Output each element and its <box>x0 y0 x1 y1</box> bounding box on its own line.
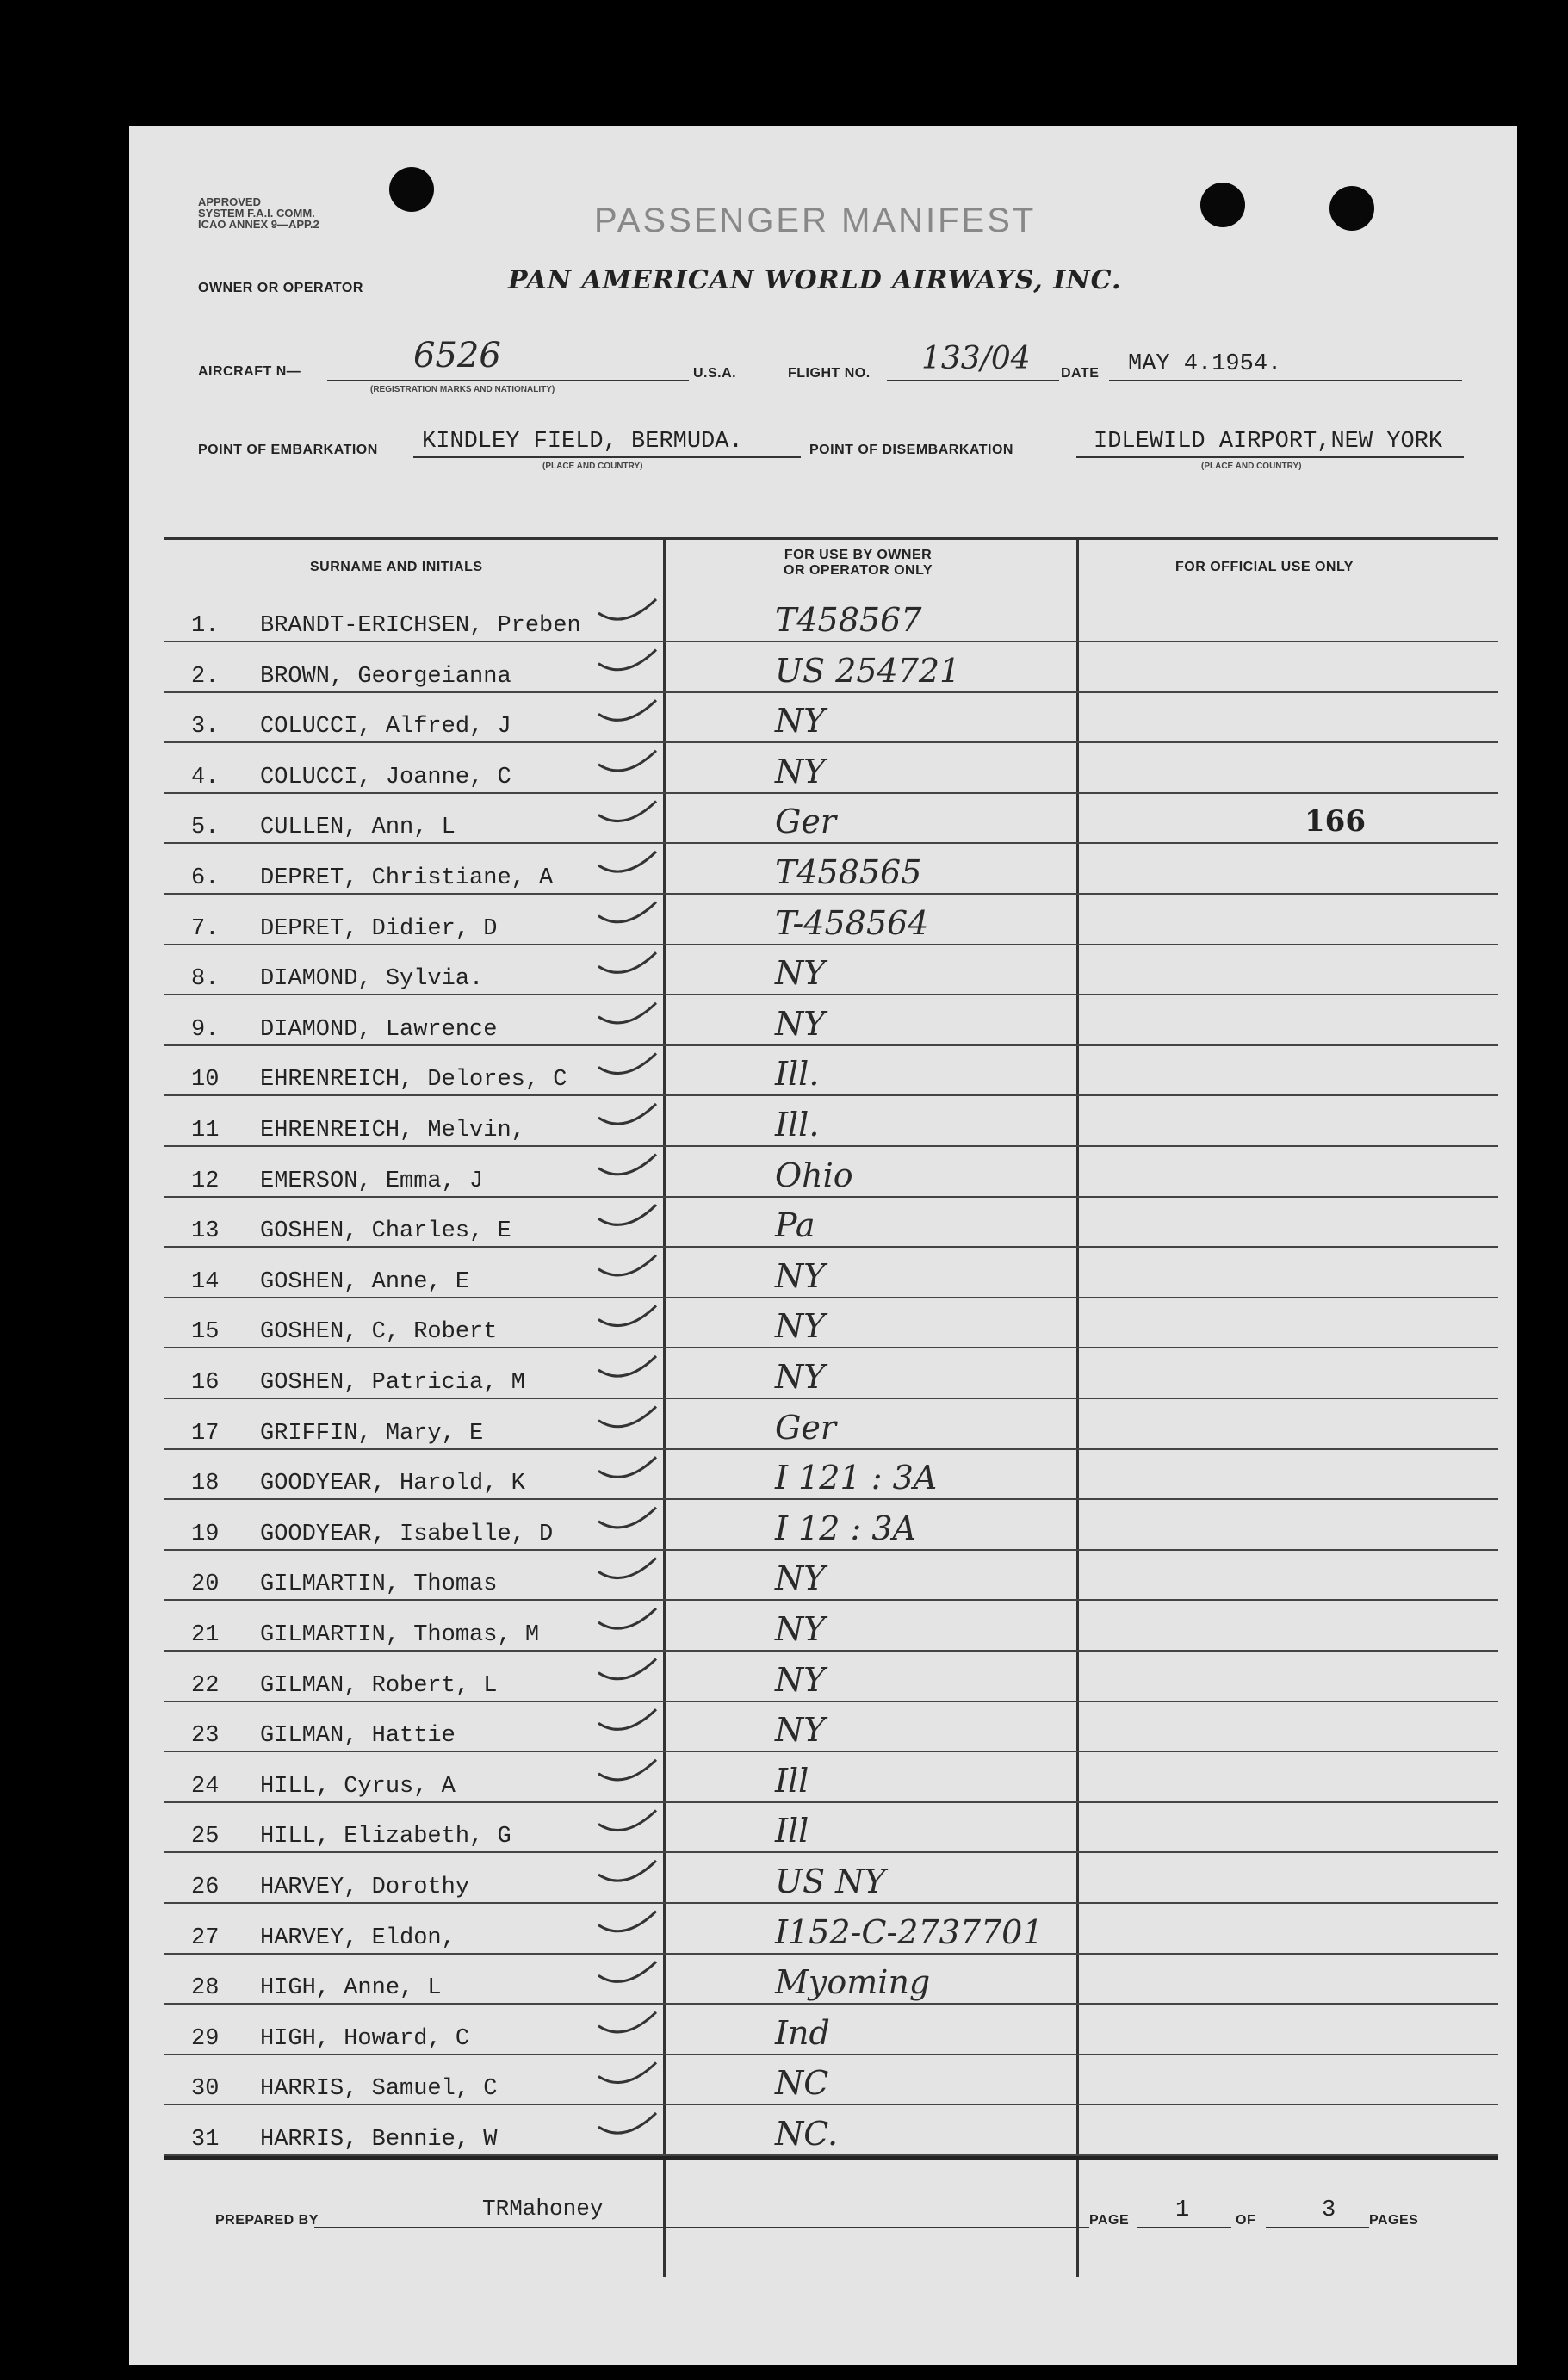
passenger-name: GILMAN, Hattie <box>260 1723 456 1750</box>
passenger-name: HARVEY, Eldon, <box>260 1924 456 1951</box>
owner-use-entry: NY <box>775 1559 826 1598</box>
owner-use-entry: I 121 : 3A <box>775 1459 938 1497</box>
owner-use-entry: US NY <box>775 1862 886 1900</box>
embark-value: KINDLEY FIELD, BERMUDA. <box>422 429 743 455</box>
row-number: 14 <box>191 1268 220 1295</box>
col-header-owner-line: OR OPERATOR ONLY <box>784 563 933 578</box>
check-mark <box>598 1457 656 1477</box>
date-label: DATE <box>1061 366 1100 381</box>
owner-label: OWNER OR OPERATOR <box>198 281 363 295</box>
owner-use-entry: NC <box>775 2064 829 2103</box>
owner-use-entry: NY <box>775 752 826 790</box>
owner-use-entry: NY <box>775 1610 826 1648</box>
owner-use-entry: Pa <box>775 1206 815 1245</box>
row-number: 1. <box>191 613 220 639</box>
check-mark <box>598 1053 656 1073</box>
passenger-name: DEPRET, Christiane, A <box>260 865 554 891</box>
check-mark <box>598 1305 656 1325</box>
place-sublabel: (PLACE AND COUNTRY) <box>542 462 643 471</box>
owner-use-entry: I 12 : 3A <box>775 1509 917 1547</box>
check-mark <box>598 1861 656 1881</box>
passenger-name: HIGH, Anne, L <box>260 1975 442 2002</box>
check-mark <box>598 1760 656 1780</box>
owner-use-entry: NY <box>775 1004 826 1043</box>
check-mark <box>598 902 656 922</box>
passenger-name: EHRENREICH, Melvin, <box>260 1118 525 1144</box>
check-mark <box>598 801 656 821</box>
passenger-name: HARRIS, Bennie, W <box>260 2127 498 2153</box>
owner-use-entry: I152-C-2737701 <box>775 1912 1044 1951</box>
passenger-name: BROWN, Georgeianna <box>260 663 511 690</box>
place-sublabel: (PLACE AND COUNTRY) <box>1201 462 1302 471</box>
check-mark <box>598 700 656 720</box>
row-number: 18 <box>191 1471 220 1497</box>
of-underline <box>1266 2227 1369 2228</box>
row-number: 17 <box>191 1420 220 1447</box>
approval-line: APPROVED <box>198 195 261 208</box>
row-number: 23 <box>191 1723 220 1750</box>
check-mark <box>598 952 656 972</box>
check-mark <box>598 650 656 670</box>
passenger-name: HARVEY, Dorothy <box>260 1875 470 1900</box>
check-mark <box>598 1912 656 1931</box>
owner-use-entry: Ill <box>775 1812 809 1850</box>
owner-use-entry: Ill. <box>775 1106 820 1144</box>
row-number: 16 <box>191 1370 220 1396</box>
row-number: 6. <box>191 865 220 891</box>
form-title: PASSENGER MANIFEST <box>594 201 1037 239</box>
col-header-owner-line: FOR USE BY OWNER <box>784 548 933 562</box>
row-number: 15 <box>191 1319 220 1346</box>
manifest-sheet <box>129 126 1517 2365</box>
row-number: 10 <box>191 1067 220 1094</box>
check-mark <box>598 1659 656 1679</box>
disembark-label: POINT OF DISEMBARKATION <box>809 443 1013 457</box>
passenger-name: HILL, Elizabeth, G <box>260 1824 511 1850</box>
aircraft-value: 6526 <box>413 336 501 375</box>
check-mark <box>598 1508 656 1528</box>
row-number: 25 <box>191 1824 220 1850</box>
check-mark <box>598 1356 656 1376</box>
flight-value: 133/04 <box>921 341 1031 376</box>
prepared-underline <box>314 2227 1089 2228</box>
row-number: 24 <box>191 1773 220 1800</box>
check-mark <box>598 1205 656 1224</box>
row-number: 29 <box>191 2025 220 2052</box>
passenger-name: GOSHEN, Patricia, M <box>260 1370 525 1396</box>
check-mark <box>598 1962 656 1981</box>
row-number: 26 <box>191 1875 220 1900</box>
footer-rule <box>164 2156 1498 2160</box>
passenger-name: GRIFFIN, Mary, E <box>260 1420 484 1447</box>
pages-label: PAGES <box>1369 2213 1419 2228</box>
owner-use-entry: Myoming <box>775 1963 931 2002</box>
passenger-name: GILMARTIN, Thomas, M <box>260 1622 540 1648</box>
check-mark <box>598 1608 656 1628</box>
passenger-name: COLUCCI, Alfred, J <box>260 714 511 741</box>
approval-line: ICAO ANNEX 9—APP.2 <box>198 218 319 231</box>
owner-use-entry: T-458564 <box>775 903 929 942</box>
check-mark <box>598 2012 656 2032</box>
page-underline <box>1137 2227 1231 2228</box>
passenger-name: DEPRET, Didier, D <box>260 915 498 942</box>
row-number: 30 <box>191 2076 220 2103</box>
passenger-name: EMERSON, Emma, J <box>260 1168 484 1194</box>
owner-use-entry: T458565 <box>775 853 922 891</box>
owner-use-entry: Ill. <box>775 1055 820 1094</box>
passenger-name: GILMARTIN, Thomas <box>260 1571 498 1598</box>
owner-use-entry: Ger <box>775 1408 837 1447</box>
passenger-name: CULLEN, Ann, L <box>260 815 456 841</box>
passenger-name: BRANDT-ERICHSEN, Preben <box>260 613 581 639</box>
check-mark <box>598 1407 656 1427</box>
usa-label: U.S.A. <box>693 366 737 381</box>
prepared-value: TRMahoney <box>482 2196 604 2222</box>
official-use-entry: 166 <box>1305 804 1366 840</box>
passenger-name: GILMAN, Robert, L <box>260 1672 498 1699</box>
of-label: OF <box>1236 2213 1256 2228</box>
row-number: 13 <box>191 1218 220 1245</box>
passenger-name: GOODYEAR, Isabelle, D <box>260 1521 554 1547</box>
check-mark <box>598 2062 656 2082</box>
check-mark <box>598 852 656 871</box>
passenger-name: HILL, Cyrus, A <box>260 1773 456 1800</box>
passenger-name: EHRENREICH, Delores, C <box>260 1067 567 1094</box>
check-mark <box>598 1003 656 1023</box>
col-header-official: FOR OFFICIAL USE ONLY <box>1175 560 1354 574</box>
page-label: PAGE <box>1089 2213 1130 2228</box>
passenger-name: GOSHEN, C, Robert <box>260 1319 498 1346</box>
operator-name: PAN AMERICAN WORLD AIRWAYS, INC. <box>508 265 1122 295</box>
passenger-name: HIGH, Howard, C <box>260 2025 470 2052</box>
row-number: 7. <box>191 915 220 942</box>
row-number: 11 <box>191 1118 220 1144</box>
row-number: 21 <box>191 1622 220 1648</box>
owner-use-entry: NY <box>775 1256 826 1295</box>
col-header-surname: SURNAME AND INITIALS <box>310 560 483 574</box>
check-mark <box>598 599 656 619</box>
owner-use-entry: NY <box>775 1358 826 1396</box>
row-number: 12 <box>191 1168 220 1194</box>
check-mark <box>598 1104 656 1124</box>
of-value: 3 <box>1322 2197 1336 2223</box>
passenger-name: DIAMOND, Lawrence <box>260 1016 498 1043</box>
row-number: 3. <box>191 714 220 741</box>
check-mark <box>598 751 656 771</box>
owner-use-entry: NY <box>775 1660 826 1699</box>
disembark-value: IDLEWILD AIRPORT,NEW YORK <box>1094 429 1443 455</box>
owner-use-entry: NY <box>775 954 826 993</box>
owner-use-entry: NY <box>775 1307 826 1346</box>
row-number: 5. <box>191 815 220 841</box>
row-number: 4. <box>191 764 220 790</box>
approval-line: SYSTEM F.A.I. COMM. <box>198 207 315 220</box>
owner-use-entry: Ger <box>775 803 837 841</box>
check-mark <box>598 1255 656 1275</box>
check-mark <box>598 2113 656 2133</box>
aircraft-label: AIRCRAFT N— <box>198 364 301 379</box>
passenger-name: GOODYEAR, Harold, K <box>260 1471 525 1497</box>
check-mark <box>598 1709 656 1729</box>
owner-use-entry: Ill <box>775 1761 809 1800</box>
row-number: 28 <box>191 1975 220 2002</box>
row-number: 8. <box>191 966 220 993</box>
flight-label: FLIGHT NO. <box>788 366 871 381</box>
row-number: 20 <box>191 1571 220 1598</box>
row-number: 31 <box>191 2127 220 2153</box>
embark-label: POINT OF EMBARKATION <box>198 443 378 457</box>
page-value: 1 <box>1175 2197 1190 2223</box>
row-number: 2. <box>191 663 220 690</box>
passenger-name: GOSHEN, Anne, E <box>260 1268 470 1295</box>
check-mark <box>598 1558 656 1577</box>
owner-use-entry: US 254721 <box>775 651 961 690</box>
check-marks <box>129 126 1517 2365</box>
owner-use-entry: NY <box>775 1711 826 1750</box>
passenger-name: HARRIS, Samuel, C <box>260 2076 498 2103</box>
owner-use-entry: NY <box>775 702 826 741</box>
check-mark <box>598 1810 656 1830</box>
date-value: MAY 4.1954. <box>1128 351 1282 377</box>
check-mark <box>598 1155 656 1175</box>
owner-use-entry: NC. <box>775 2115 839 2153</box>
row-number: 19 <box>191 1521 220 1547</box>
owner-use-entry: T458567 <box>775 601 922 639</box>
passenger-name: GOSHEN, Charles, E <box>260 1218 511 1245</box>
row-number: 27 <box>191 1924 220 1951</box>
passenger-name: COLUCCI, Joanne, C <box>260 764 511 790</box>
row-number: 9. <box>191 1016 220 1043</box>
passenger-name: DIAMOND, Sylvia. <box>260 966 484 993</box>
owner-use-entry: Ohio <box>775 1156 853 1194</box>
prepared-label: PREPARED BY <box>215 2213 319 2228</box>
registration-sublabel: (REGISTRATION MARKS AND NATIONALITY) <box>370 385 555 394</box>
row-number: 22 <box>191 1672 220 1699</box>
owner-use-entry: Ind <box>775 2013 830 2052</box>
